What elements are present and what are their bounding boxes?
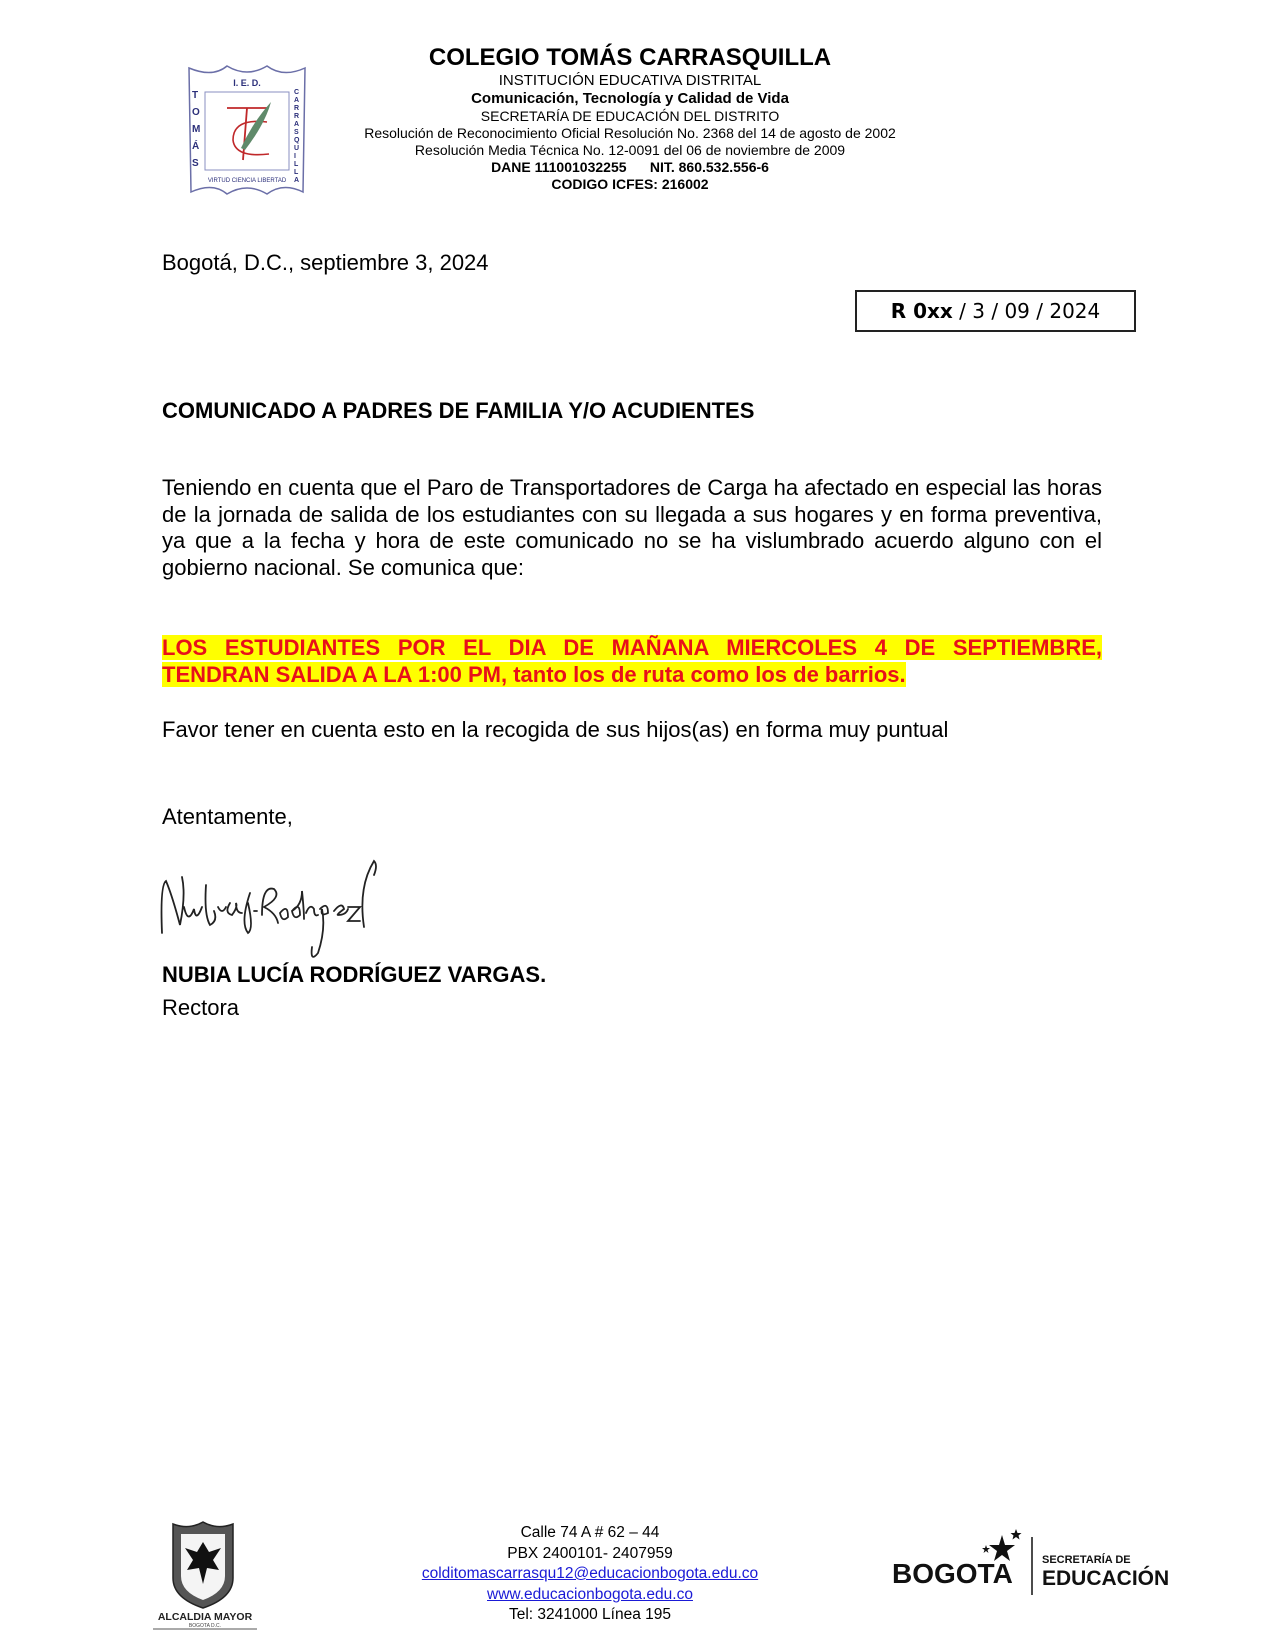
star-icon [982, 1545, 990, 1553]
footer-address: Calle 74 A # 62 – 44 [520, 1524, 660, 1541]
svg-text:EDUCACIÓN: EDUCACIÓN [1042, 1567, 1170, 1590]
reference-code: R 0xx [890, 299, 953, 323]
school-logo [183, 62, 311, 198]
footer-tel: Tel: 3241000 Línea 195 [508, 1606, 672, 1623]
footer-website-link[interactable]: www.educacionbogota.edu.co [487, 1585, 693, 1603]
letter-subject: COMUNICADO A PADRES DE FAMILIA Y/O ACUDIENTES [162, 398, 755, 423]
signer-name: NUBIA LUCÍA RODRÍGUEZ VARGAS. [162, 962, 547, 987]
resolution-line-2: Resolución Media Técnica No. 12-0091 del 06 de noviembre de 2009 [414, 142, 846, 158]
alcaldia-mayor-logo [145, 1520, 265, 1630]
school-name: COLEGIO TOMÁS CARRASQUILLA [428, 44, 832, 71]
svg-text:TOMÁS: T O M Á S [192, 90, 201, 169]
letter-paragraph: Teniendo en cuenta que el Paro de Transportadores de Carga ha afectado en especial las horas de la jornada de salida de los estudiantes con su llegada a sus hogares y en forma preventiva, ya que a la fecha y hora de este comunicado no se ha vislumbrado acuerdo alguno con el gobierno nacional. Se comunica que: [162, 475, 1102, 580]
star-icon [1011, 1529, 1022, 1540]
footer-contact [380, 1523, 800, 1626]
bogota-wordmark: BOGOTA [892, 1558, 1013, 1589]
place-date: Bogotá, D.C., septiembre 3, 2024 [162, 250, 489, 275]
school-motto: Comunicación, Tecnología y Calidad de Vida [471, 90, 789, 107]
resolution-line-1: Resolución de Reconocimiento Oficial Resolución No. 2368 del 14 de agosto de 2002 [364, 125, 896, 141]
secretariat-line: SECRETARÍA DE EDUCACIÓN DEL DISTRITO [480, 108, 780, 124]
reference-date: / 3 / 09 / 2024 [952, 299, 1101, 323]
footer-email-link[interactable]: colditomascarrasqu12@educacionbogota.edu.co [421, 1565, 759, 1582]
notice-line-2: TENDRAN SALIDA A LA 1:00 PM, tanto los de ruta como los de barrios. [162, 662, 906, 687]
reference-box [855, 290, 1136, 332]
institution-type: INSTITUCIÓN EDUCATIVA DISTRITAL [498, 72, 762, 89]
bogota-secretaria-logo [890, 1525, 1170, 1595]
closing-text: Atentamente, [162, 804, 293, 829]
footer-pbx: PBX 2400101- 2407959 [507, 1544, 673, 1562]
notice-line-1: LOS ESTUDIANTES POR EL DIA DE MAÑANA MIERCOLES 4 DE SEPTIEMBRE, [162, 635, 1102, 660]
svg-text:I. E. D.: I. E. D. [233, 78, 261, 88]
svg-text:BOGOTA D.C.: BOGOTA D.C. [188, 1623, 222, 1629]
svg-text:CARRASQUILLA: C A R R A S Q U I L L A [294, 89, 300, 184]
icfes-code: CODIGO ICFES: 216002 [551, 176, 709, 192]
signer-role: Rectora [162, 995, 240, 1020]
svg-text:VIRTUD CIENCIA LIBERTAD: VIRTUD CIENCIA LIBERTAD [207, 178, 287, 184]
signature-image [158, 855, 398, 960]
reminder-text: Favor tener en cuenta esto en la recogida de sus hijos(as) en forma muy puntual [162, 717, 949, 742]
highlighted-notice [162, 634, 1102, 688]
svg-text:ALCALDIA MAYOR: ALCALDIA MAYOR [157, 1611, 253, 1623]
dane-nit-line: DANE 111001032255 NIT. 860.532.556-6 [491, 159, 769, 175]
svg-text:SECRETARÍA DE: SECRETARÍA DE [1042, 1554, 1131, 1566]
